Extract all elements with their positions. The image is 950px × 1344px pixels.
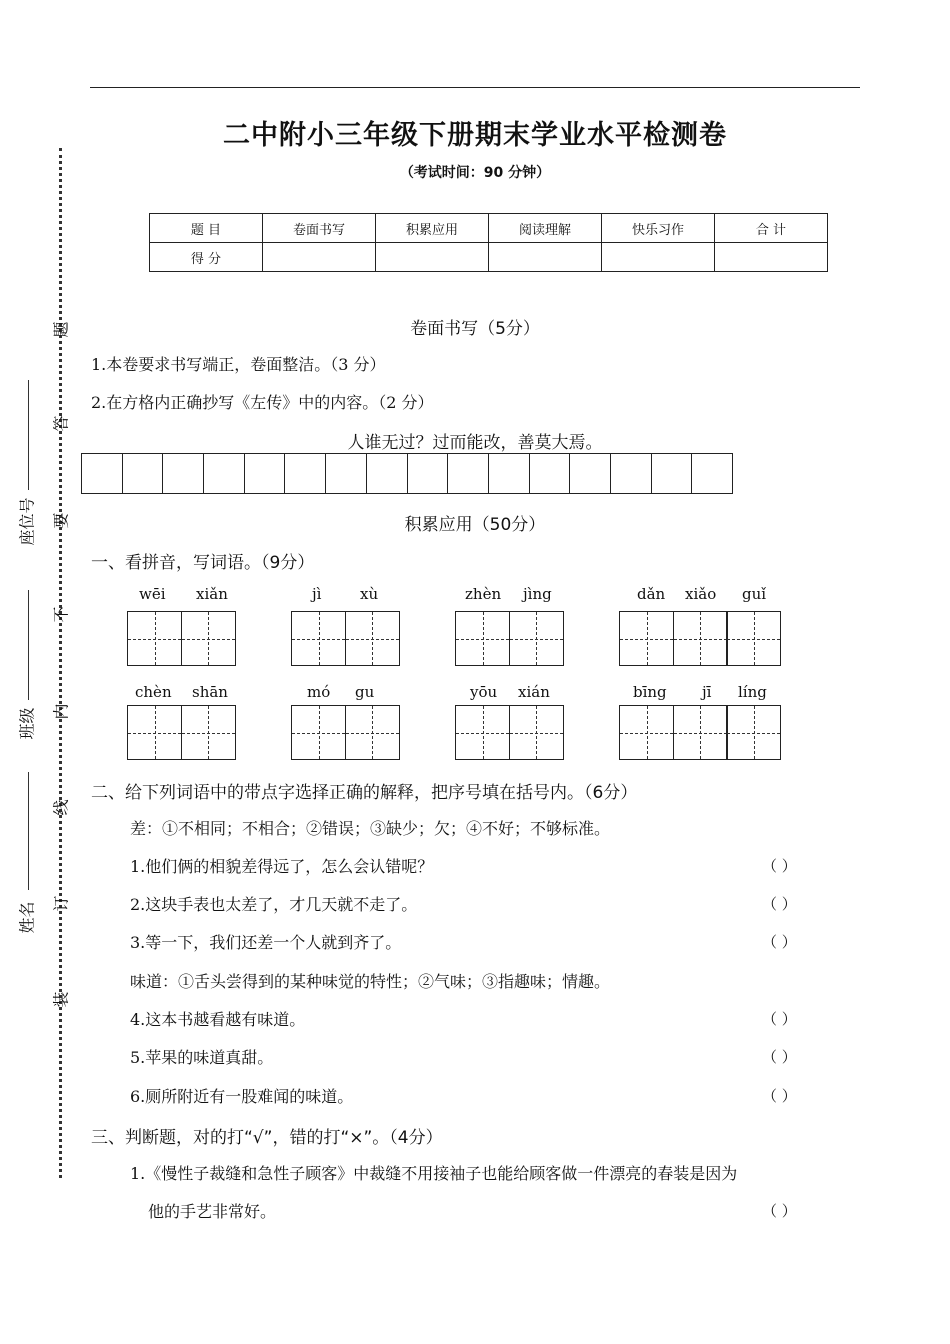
grid-cell[interactable]: [651, 453, 693, 494]
margin-char: 装: [51, 991, 71, 1008]
binding-dotted-line: [59, 148, 62, 1178]
score-header-cell: 积累应用: [376, 214, 489, 243]
question-item: 5.苹果的味道真甜。: [130, 1048, 274, 1067]
answer-parens[interactable]: （ ）: [762, 1010, 797, 1028]
top-rule: [90, 87, 860, 88]
score-row-label: 得 分: [150, 243, 263, 272]
instruction-line: 1.本卷要求书写端正，卷面整洁。（3 分）: [91, 355, 386, 374]
pinyin: wēi: [139, 585, 166, 603]
grid-cell[interactable]: [529, 453, 571, 494]
grid-cell[interactable]: [122, 453, 164, 494]
tian-cell[interactable]: [127, 611, 182, 666]
score-header-cell: 卷面书写: [263, 214, 376, 243]
tian-cell[interactable]: [726, 611, 781, 666]
pinyin: xián: [518, 683, 550, 701]
pinyin: guǐ: [742, 585, 767, 603]
pinyin: xiǎn: [196, 585, 228, 603]
margin-char: 答: [51, 415, 71, 432]
pinyin: jìng: [523, 585, 552, 603]
pinyin: chèn: [135, 683, 172, 701]
question-item: 1.他们俩的相貌差得远了，怎么会认错呢？: [130, 857, 434, 876]
tian-grid[interactable]: [291, 611, 400, 666]
pinyin: jì: [312, 585, 322, 603]
score-header-cell: 快乐习作: [602, 214, 715, 243]
tian-cell[interactable]: [127, 705, 182, 760]
grid-cell[interactable]: [610, 453, 652, 494]
margin-char: 订: [51, 895, 71, 912]
pinyin: dǎn: [637, 585, 666, 603]
tian-cell[interactable]: [291, 705, 346, 760]
grid-cell[interactable]: [447, 453, 489, 494]
grid-cell[interactable]: [488, 453, 530, 494]
tian-cell[interactable]: [345, 705, 400, 760]
answer-parens[interactable]: （ ）: [762, 1202, 797, 1220]
margin-char: 不: [51, 606, 71, 623]
name-label: 姓名: [17, 901, 37, 934]
tian-grid[interactable]: [619, 611, 781, 666]
tian-cell[interactable]: [726, 705, 781, 760]
question-1-heading: 一、看拼音，写词语。（9分）: [91, 553, 315, 573]
tian-cell[interactable]: [619, 705, 674, 760]
grid-cell[interactable]: [203, 453, 245, 494]
question-2-heading: 二、给下列词语中的带点字选择正确的解释，把序号填在括号内。（6分）: [91, 783, 638, 803]
copy-grid[interactable]: [81, 453, 733, 494]
question-item: 4.这本书越看越有味道。: [130, 1010, 306, 1029]
tian-cell[interactable]: [455, 705, 510, 760]
question-item: 2.这块手表也太差了，才几天就不走了。: [130, 895, 418, 914]
pinyin: gu: [355, 683, 375, 701]
margin-char: 内: [51, 703, 71, 720]
grid-cell[interactable]: [407, 453, 449, 494]
question-item: 1.《慢性子裁缝和急性子顾客》中裁缝不用接袖子也能给顾客做一件漂亮的春装是因为: [130, 1164, 738, 1183]
grid-cell[interactable]: [244, 453, 286, 494]
grid-cell[interactable]: [162, 453, 204, 494]
pinyin: jī: [702, 683, 712, 701]
question-item: 3.等一下，我们还差一个人就到齐了。: [130, 933, 402, 952]
pinyin: xù: [360, 585, 379, 603]
tian-cell[interactable]: [619, 611, 674, 666]
answer-parens[interactable]: （ ）: [762, 933, 797, 951]
section-title-handwriting: 卷面书写（5分）: [410, 319, 540, 339]
question-item-continued: 他的手艺非常好。: [148, 1202, 277, 1221]
name-field[interactable]: [28, 772, 29, 890]
instruction-line: 2.在方格内正确抄写《左传》中的内容。（2 分）: [91, 393, 434, 412]
pinyin: líng: [738, 683, 767, 701]
grid-cell[interactable]: [325, 453, 367, 494]
score-cell[interactable]: [489, 243, 602, 272]
score-header-cell: 合 计: [715, 214, 828, 243]
tian-cell[interactable]: [455, 611, 510, 666]
grid-cell[interactable]: [284, 453, 326, 494]
pinyin: shān: [192, 683, 228, 701]
grid-cell[interactable]: [81, 453, 123, 494]
grid-cell[interactable]: [569, 453, 611, 494]
score-table: [149, 213, 828, 272]
class-field[interactable]: [28, 590, 29, 700]
score-cell[interactable]: [602, 243, 715, 272]
tian-cell[interactable]: [673, 611, 728, 666]
question-3-heading: 三、判断题，对的打“√”，错的打“×”。（4分）: [91, 1128, 443, 1148]
tian-grid[interactable]: [127, 705, 236, 760]
tian-cell[interactable]: [509, 611, 564, 666]
section-title-accumulation: 积累应用（50分）: [404, 515, 546, 535]
grid-cell[interactable]: [691, 453, 733, 494]
answer-parens[interactable]: （ ）: [762, 1048, 797, 1066]
copy-quote: 人谁无过？过而能改，善莫大焉。: [347, 433, 603, 453]
definition-line: 差：①不相同；不相合；②错误；③缺少；欠；④不好；不够标准。: [130, 819, 611, 838]
pinyin: xiǎo: [685, 585, 717, 603]
answer-parens[interactable]: （ ）: [762, 857, 797, 875]
pinyin: mó: [307, 683, 331, 701]
margin-char: 题: [51, 321, 71, 338]
class-label: 班级: [17, 707, 37, 740]
tian-cell[interactable]: [509, 705, 564, 760]
score-header-cell: 题 目: [150, 214, 263, 243]
pinyin: yōu: [470, 683, 498, 701]
score-header-cell: 阅读理解: [489, 214, 602, 243]
score-cell[interactable]: [376, 243, 489, 272]
tian-cell[interactable]: [181, 705, 236, 760]
grid-cell[interactable]: [366, 453, 408, 494]
question-item: 6.厕所附近有一股难闻的味道。: [130, 1087, 354, 1106]
tian-cell[interactable]: [181, 611, 236, 666]
score-table-header-row: [150, 214, 828, 243]
pinyin: bīng: [633, 683, 667, 701]
answer-parens[interactable]: （ ）: [762, 1087, 797, 1105]
tian-grid[interactable]: [455, 611, 564, 666]
tian-grid[interactable]: [619, 705, 781, 760]
score-cell[interactable]: [715, 243, 828, 272]
score-cell[interactable]: [263, 243, 376, 272]
page-title: 二中附小三年级下册期末学业水平检测卷: [223, 120, 727, 151]
pinyin: zhèn: [465, 585, 502, 603]
tian-cell[interactable]: [345, 611, 400, 666]
tian-grid[interactable]: [291, 705, 400, 760]
exam-time: （考试时间：90 分钟）: [399, 165, 551, 181]
seat-number-label: 座位号: [17, 497, 37, 546]
margin-char: 要: [51, 512, 71, 529]
tian-grid[interactable]: [455, 705, 564, 760]
answer-parens[interactable]: （ ）: [762, 895, 797, 913]
margin-char: 线: [51, 799, 71, 816]
tian-grid[interactable]: [127, 611, 236, 666]
tian-cell[interactable]: [673, 705, 728, 760]
tian-cell[interactable]: [291, 611, 346, 666]
score-table-score-row: [150, 243, 828, 272]
definition-line: 味道：①舌头尝得到的某种味觉的特性；②气味；③指趣味；情趣。: [130, 972, 611, 991]
